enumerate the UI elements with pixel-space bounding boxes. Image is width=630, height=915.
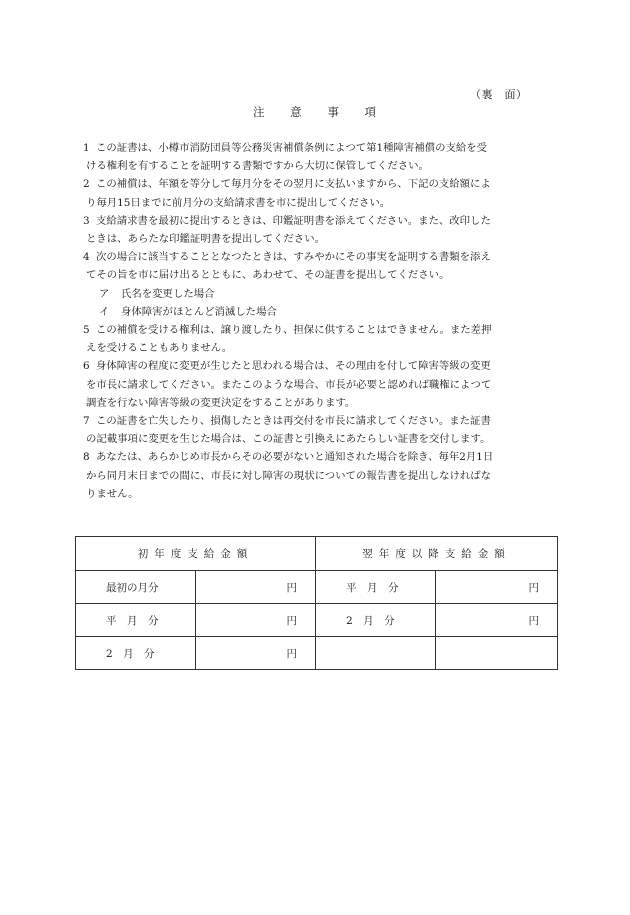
title-char: 注 [253, 105, 266, 119]
note-line: てその旨を市に届け出るとともに、あわせて、その証書を提出してください。 [86, 269, 450, 282]
title-char: 項 [364, 105, 377, 119]
note-line: 調査を行ない障害等級の変更決定をすることがあります。 [86, 396, 356, 409]
note-line: この証書を亡失したり、損傷したときは再交付を市長に請求してください。また証書 [96, 415, 491, 428]
table-row [76, 604, 558, 637]
row-label: 平 月 分 [316, 571, 436, 604]
note-line: 次の場合に該当することとなつたときは、すみやかにその事実を証明する書類を添え [96, 251, 491, 264]
note-line: り毎月15日までに前月分の支給請求書を市に提出してください。 [86, 196, 391, 209]
note-line: から同月末日までの間に、市長に対し障害の現状についての報告書を提出しなければな [86, 469, 492, 482]
row-label: 2 月 分 [76, 637, 196, 670]
subitem-mark: ア [99, 287, 110, 300]
note-item [83, 175, 561, 211]
amount-cell: 円 [196, 571, 316, 604]
note-line: りません。 [86, 487, 139, 500]
row-label: 平 月 分 [76, 604, 196, 637]
first-year-amount-header: 初年度支給金額 [76, 537, 316, 571]
note-line: 身体障害の程度に変更が生じたと思われる場合は、その理由を付して障害等級の変更 [96, 360, 491, 373]
note-number: 8 [83, 451, 90, 464]
note-line: この補償は、年額を等分して毎月分をその翌月に支払いますから、下記の支給額によ [96, 178, 491, 191]
table-header-row [76, 537, 558, 571]
note-number: 3 [83, 214, 90, 227]
amount-cell: 円 [436, 571, 558, 604]
note-number: 1 [83, 142, 90, 154]
subitem-mark: イ [99, 305, 110, 318]
title-char: 事 [327, 105, 340, 119]
note-line: えを受けることもありません。 [86, 342, 233, 355]
note-item [83, 412, 561, 448]
subitem-text: 氏名を変更した場合 [121, 287, 215, 300]
note-item [83, 321, 561, 357]
title-char: 意 [290, 105, 303, 119]
note-number: 6 [83, 360, 90, 373]
note-number: 4 [83, 251, 90, 264]
table-row [76, 571, 558, 604]
note-line: この証書は、小樽市消防団員等公務災害補償条例によつて第1種障害補償の支給を受 [96, 142, 488, 154]
note-line: あなたは、あらかじめ市長からその必要がないと通知された場合を除き、毎年2月1日 [96, 451, 494, 464]
note-item [83, 448, 561, 503]
amount-cell: 円 [196, 637, 316, 670]
table-row [76, 637, 558, 670]
note-number: 7 [83, 415, 90, 428]
note-item [83, 248, 561, 321]
note-subitem [83, 303, 561, 321]
note-line: を市長に請求してください。またこのような場合、市長が必要と認めれば職権によつて [86, 378, 492, 391]
amount-cell: 円 [196, 604, 316, 637]
empty-cell [436, 637, 558, 670]
payment-amount-table [75, 536, 558, 670]
page-title [0, 104, 630, 120]
row-label: 2 月 分 [316, 604, 436, 637]
note-number: 5 [83, 324, 90, 337]
note-line: の記載事項に変更を生じた場合は、この証書と引換えにあたらしい証書を交付します。 [86, 433, 491, 446]
note-line: ける権利を有することを証明する書類ですから大切に保管してください。 [86, 160, 429, 173]
subitem-text: 身体障害がほとんど消滅した場合 [121, 305, 277, 318]
note-item [83, 357, 561, 412]
note-subitem [83, 285, 561, 303]
following-years-amount-header: 翌年度以降支給金額 [316, 537, 558, 571]
amount-cell: 円 [436, 604, 558, 637]
reverse-side-label: （裏 面） [470, 88, 528, 101]
empty-cell [316, 637, 436, 670]
note-item [83, 139, 561, 175]
row-label: 最初の月分 [76, 571, 196, 604]
note-line: この補償を受ける権利は、譲り渡したり、担保に供することはできません。また差押 [96, 324, 492, 337]
note-item [83, 212, 561, 248]
note-number: 2 [83, 178, 90, 191]
note-line: ときは、あらたな印鑑証明書を提出してください。 [86, 233, 325, 246]
note-line: 支給請求書を最初に提出するときは、印鑑証明書を添えてください。また、改印した [96, 214, 491, 227]
notes-list [83, 139, 561, 503]
